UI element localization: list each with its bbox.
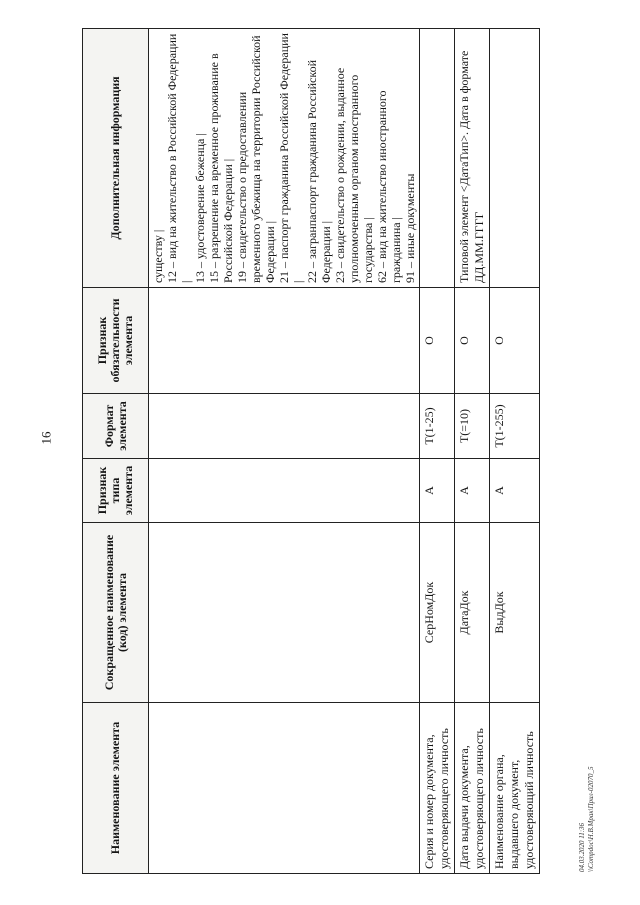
row-required: О xyxy=(420,288,455,394)
table-row xyxy=(420,29,455,874)
list-item: 62 – вид на жительство иностранного гражданина | xyxy=(375,90,403,283)
header-additional-info: Дополнительная информация xyxy=(83,29,149,288)
list-item: 91 – иные документы xyxy=(403,173,417,283)
row-info xyxy=(490,29,540,288)
list-item: 22 – загранпаспорт гражданина Российской Федерации | xyxy=(305,59,333,283)
header-element-name: Наименование элемента xyxy=(83,703,149,874)
list-item: существу | xyxy=(151,229,165,283)
row-type: А xyxy=(490,459,540,523)
header-type: Признак типа элемента xyxy=(83,459,149,523)
table-row xyxy=(455,29,490,874)
row-element-name: Серия и номер документа, удостоверяющего личность xyxy=(420,703,455,874)
row-info: Типовой элемент <ДатаТип>. Дата в формате ДД.ММ.ГГГГ xyxy=(455,29,490,288)
row-element-name: Наименование органа, выдавшего документ, удостоверяющий личность xyxy=(490,703,540,874)
header-short-code: Сокращенное наименование (код) элемента xyxy=(83,523,149,703)
footer-path: \\Compdoc\Н.В.Мрак\Прил-02070_5 xyxy=(587,766,595,872)
row-type: А xyxy=(420,459,455,523)
row-format: T(1-255) xyxy=(490,394,540,459)
row-type: А xyxy=(455,459,490,523)
header-required: Признак обязательности элемента xyxy=(83,288,149,394)
row-element-name: Дата выдачи документа, удостоверяющего личность xyxy=(455,703,490,874)
rotated-table-sheet xyxy=(82,29,536,874)
list-item: 12 – вид на жительство в Российской Федерации | xyxy=(165,33,193,283)
continued-info-cell xyxy=(149,29,420,288)
row-required: О xyxy=(490,288,540,394)
header-format: Формат элемента xyxy=(83,394,149,459)
list-item: 21 – паспорт гражданина Российской Федерации | xyxy=(277,33,305,283)
footer-date: 04.03.2020 11:36 xyxy=(578,822,586,872)
row-code: СерНомДок xyxy=(420,523,455,703)
row-code: ДатаДок xyxy=(455,523,490,703)
row-info xyxy=(420,29,455,288)
table-row xyxy=(490,29,540,874)
page-number: 16 xyxy=(38,431,54,445)
document-type-list xyxy=(151,33,417,283)
row-format: T(1-25) xyxy=(420,394,455,459)
list-item: 23 – свидетельство о рождении, выданное уполномоченным органом иностранного государства | xyxy=(333,67,375,283)
footer-stamp xyxy=(578,767,596,873)
table-header-row xyxy=(83,29,149,874)
spec-table xyxy=(82,28,540,874)
list-item: 13 – удостоверение беженца | xyxy=(193,133,207,283)
row-code: ВыдДок xyxy=(490,523,540,703)
row-format: T(=10) xyxy=(455,394,490,459)
table-row-continued xyxy=(149,29,420,874)
row-required: О xyxy=(455,288,490,394)
list-item: 19 – свидетельство о предоставлении временного убежища на территории Российской Федерации | xyxy=(235,35,277,283)
list-item: 15 – разрешение на временное проживание в Российской Федерации | xyxy=(207,53,235,283)
